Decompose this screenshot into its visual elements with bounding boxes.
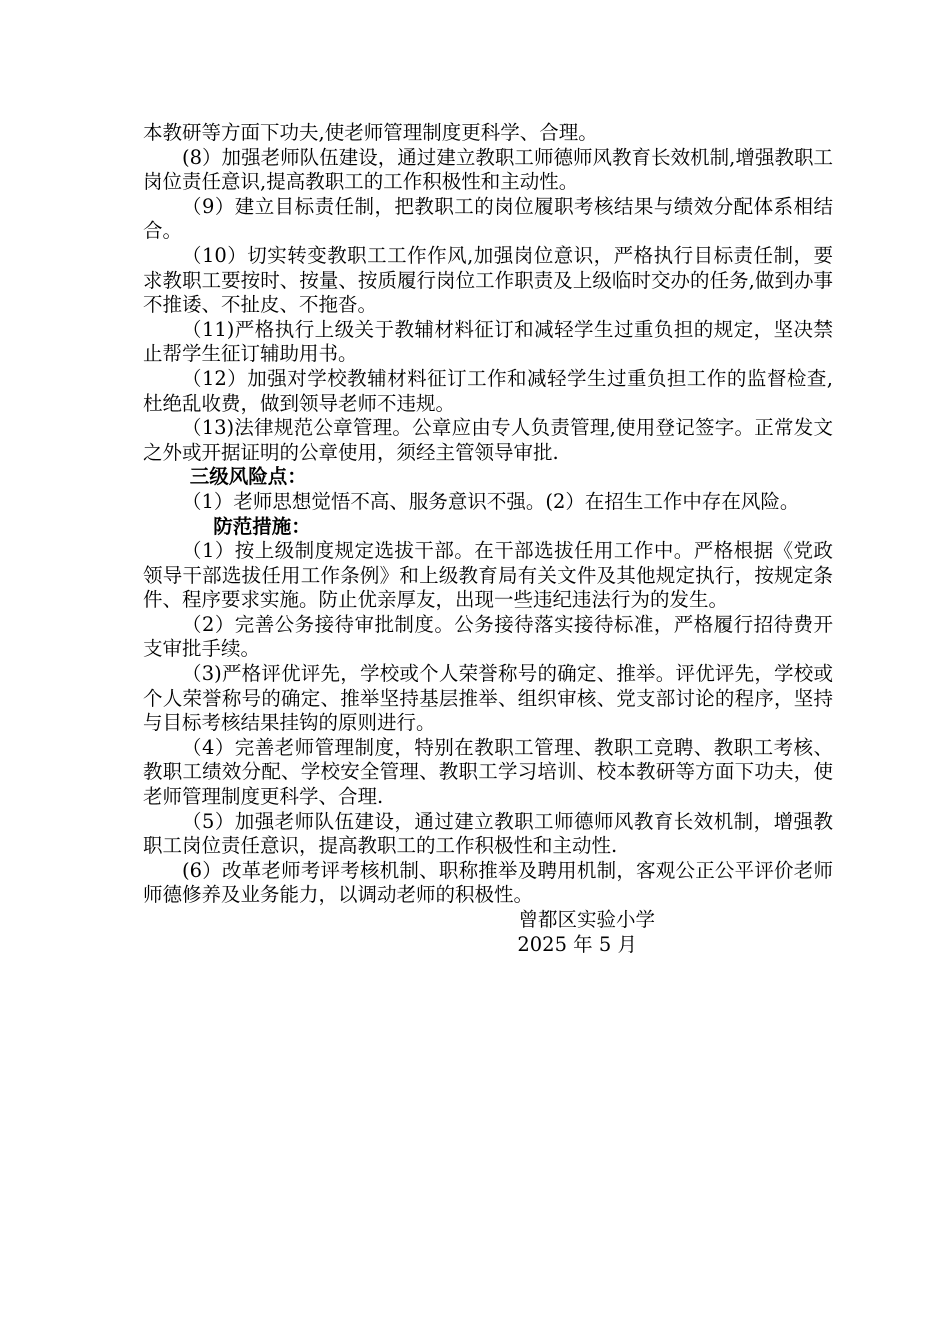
document-body xyxy=(143,121,833,957)
paragraph-item-11: （11)严格执行上级关于教辅材料征订和减轻学生过重负担的规定，坚决禁止帮学生征订辅助用书。 xyxy=(143,317,833,366)
measure-item-4: （4）完善老师管理制度，特别在教职工管理、教职工竞聘、教职工考核、教职工绩效分配、学校安全管理、教职工学习培训、校本教研等方面下功夫，使老师管理制度更科学、合理. xyxy=(143,735,833,809)
paragraph-item-10: （10）切实转变教职工工作作风,加强岗位意识，严格执行目标责任制，要求教职工要按时、按量、按质履行岗位工作职责及上级临时交办的任务,做到办事不推诿、不扯皮、不拖沓。 xyxy=(143,243,833,317)
measure-item-2: （2）完善公务接待审批制度。公务接待落实接待标准，严格履行招待费开支审批手续。 xyxy=(143,612,833,661)
signature-organization: 曾都区实验小学 xyxy=(518,908,655,931)
heading-measures: 防范措施： xyxy=(213,514,311,538)
paragraph-continuation: 本教研等方面下功夫,使老师管理制度更科学、合理。 xyxy=(143,121,598,144)
paragraph-risk-items: （1）老师思想觉悟不高、服务意识不强。(2）在招生工作中存在风险。 xyxy=(182,489,800,513)
measure-item-1: （1）按上级制度规定选拔干部。在干部选拔任用工作中。严格根据《党政领导干部选拔任用工作条例》和上级教育局有关文件及其他规定执行，按规定条件、程序要求实施。防止优亲厚友，出现一些违纪违法行为的发生。 xyxy=(143,539,833,612)
paragraph-item-13: （13)法律规范公章管理。公章应由专人负责管理,使用登记签字。正常发文之外或开据证明的公章使用，须经主管领导审批. xyxy=(143,416,833,464)
measure-item-3: （3)严格评优评先，学校或个人荣誉称号的确定、推举。评优评先，学校或个人荣誉称号的确定、推举坚持基层推举、组织审核、党支部讨论的程序，坚持与目标考核结果挂钩的原则进行。 xyxy=(143,662,833,735)
paragraph-item-8: (8）加强老师队伍建设，通过建立教职工师德师风教育长效机制,增强教职工岗位责任意识,提高教职工的工作积极性和主动性。 xyxy=(143,145,833,194)
signature-date: 2025 年 5 月 xyxy=(517,932,637,956)
measure-item-5: （5）加强老师队伍建设，通过建立教职工师德师风教育长效机制，增强教职工岗位责任意识，提高教职工的工作积极性和主动性. xyxy=(143,809,833,858)
paragraph-item-12: （12）加强对学校教辅材料征订工作和减轻学生过重负担工作的监督检查,杜绝乱收费，做到领导老师不违规。 xyxy=(143,366,833,415)
paragraph-item-9: （9）建立目标责任制，把教职工的岗位履职考核结果与绩效分配体系相结合。 xyxy=(143,194,833,243)
measure-item-6: (6）改革老师考评考核机制、职称推举及聘用机制，客观公正公平评价老师师德修养及业务能力，以调动老师的积极性。 xyxy=(143,858,833,907)
heading-risk-points: 三级风险点： xyxy=(189,465,307,489)
